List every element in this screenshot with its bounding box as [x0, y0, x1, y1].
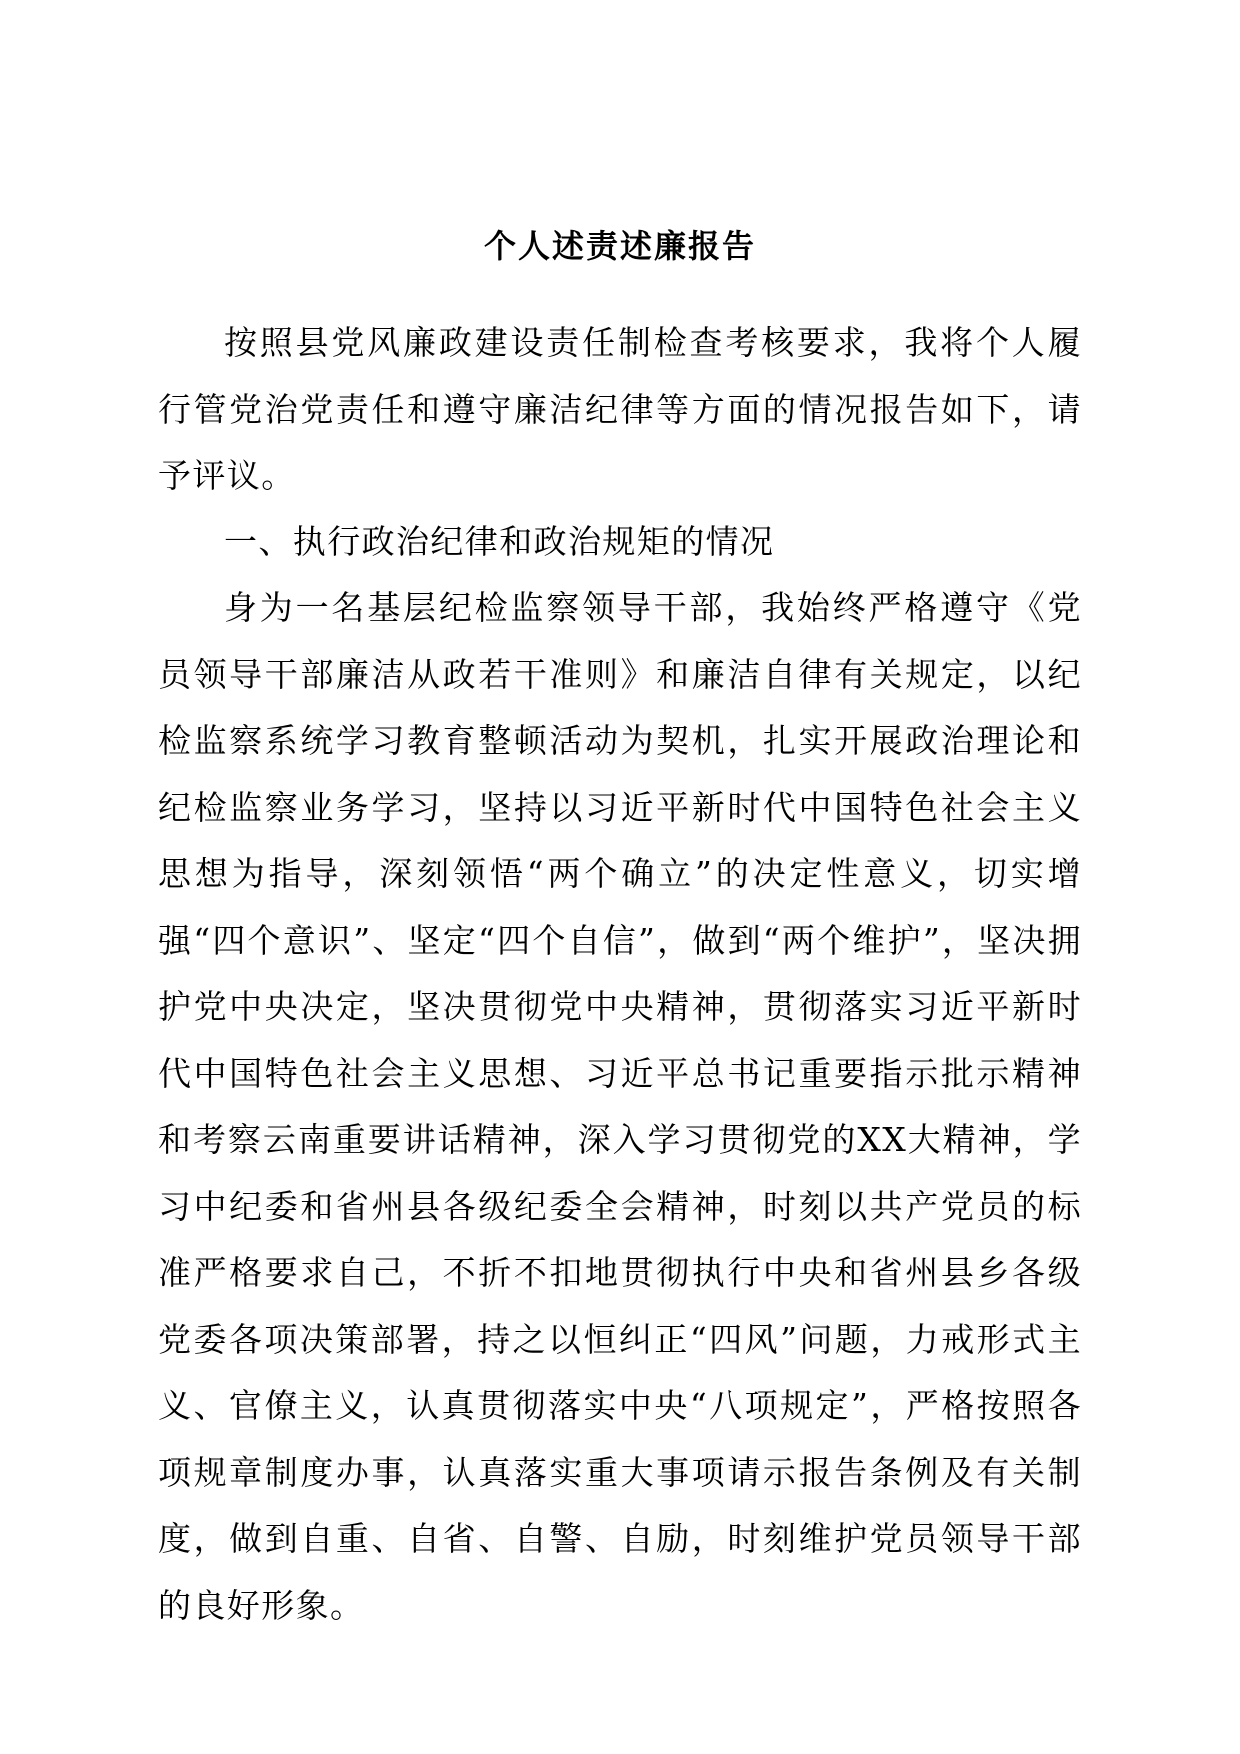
document-title: 个人述责述廉报告 [483, 227, 756, 265]
section-heading-1: 一、执行政治纪律和政治规矩的情况 [224, 522, 775, 561]
paragraph-intro: 按照县党风廉政建设责任制检查考核要求，我将个人履行管党治党责任和遵守廉洁纪律等方面的情况报告如下，请予评议。 [158, 323, 1082, 495]
paragraph-section-1: 身为一名基层纪检监察领导干部，我始终严格遵守《党员领导干部廉洁从政若干准则》和廉洁自律有关规定，以纪检监察系统学习教育整顿活动为契机，扎实开展政治理论和纪检监察业务学习，坚持以习近平新时代中国特色社会主义思想为指导，深刻领悟“两个确立”的决定性意义，切实增强“四个意识”、坚定“四个自信”，做到“两个维护”，坚决拥护党中央决定，坚决贯彻党中央精神，贯彻落实习近平新时代中国特色社会主义思想、习近平总书记重要指示批示精神和考察云南重要讲话精神，深入学习贯彻党的XX大精神，学习中纪委和省州县各级纪委全会精神，时刻以共产党员的标准严格要求自己，不折不扣地贯彻执行中央和省州县乡各级党委各项决策部署，持之以恒纠正“四风”问题，力戒形式主义、官僚主义，认真贯彻落实中央“八项规定”，严格按照各项规章制度办事，认真落实重大事项请示报告条例及有关制度，做到自重、自省、自警、自励，时刻维护党员领导干部的良好形象。 [158, 588, 1082, 1625]
